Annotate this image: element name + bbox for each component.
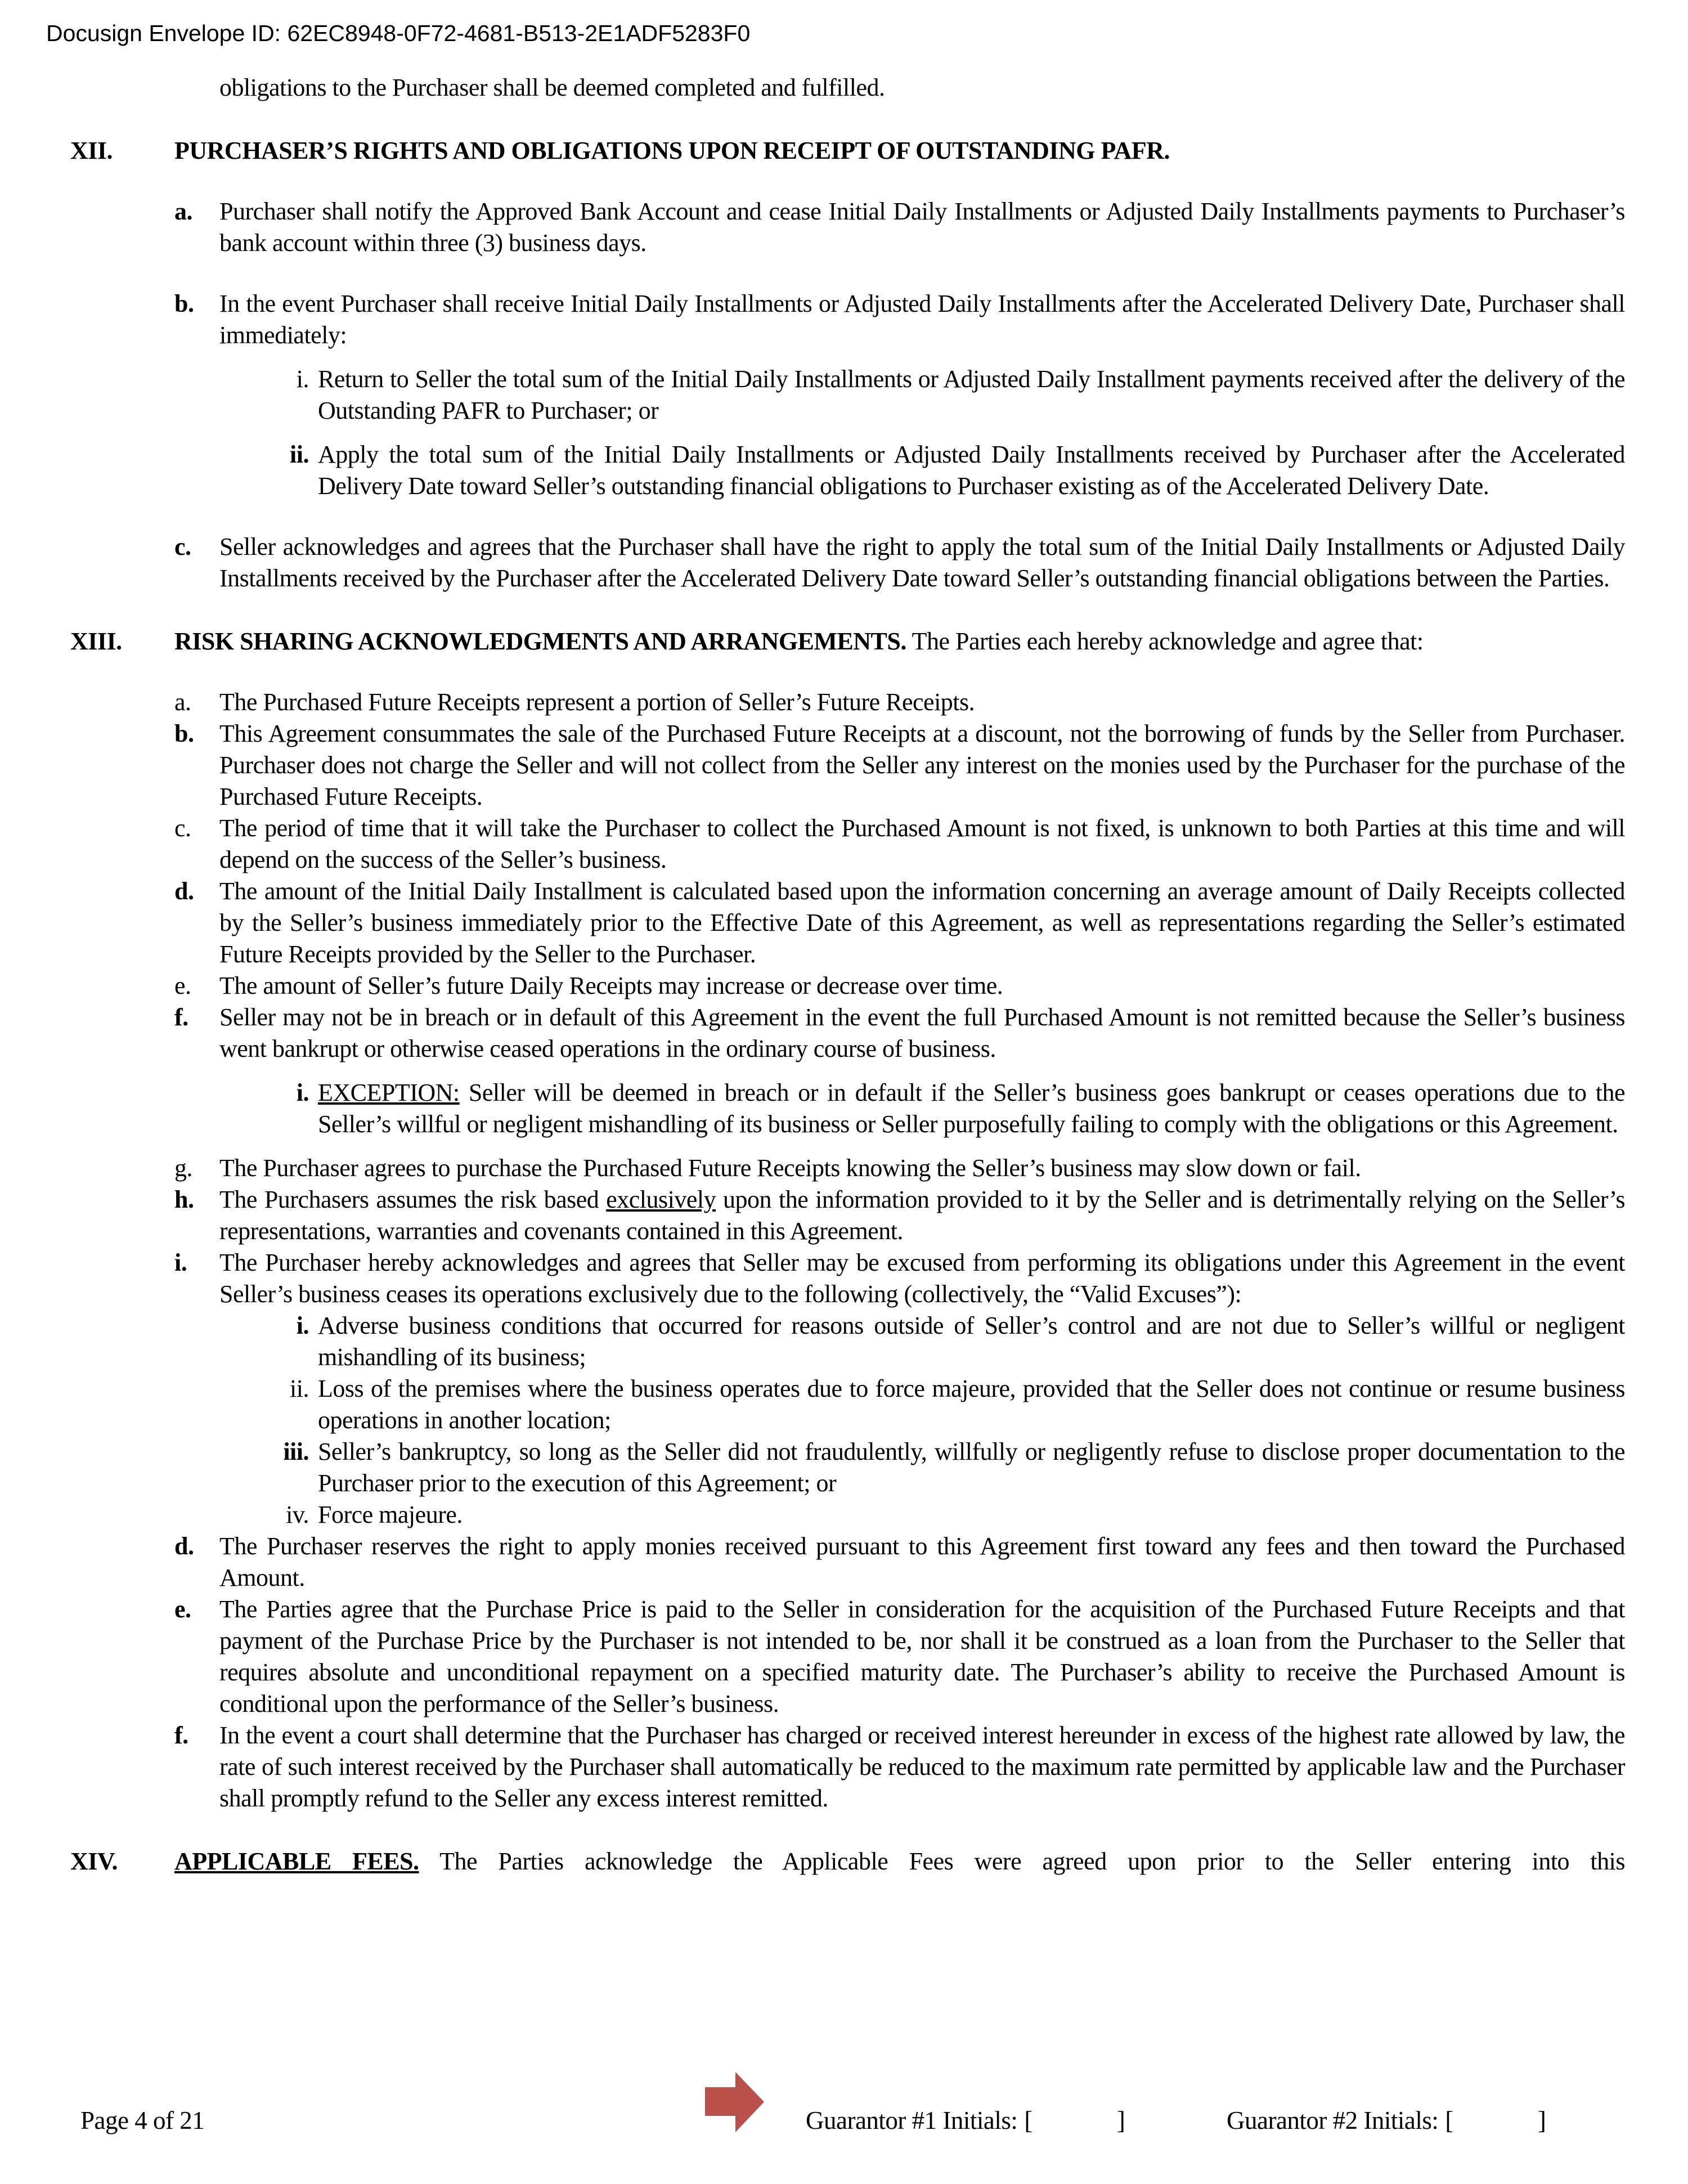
- item-text: [219, 196, 1625, 259]
- item-marker: ii.: [290, 441, 309, 468]
- section-heading-text: [174, 626, 1625, 657]
- list-item-i: [270, 364, 1625, 427]
- item-marker: f.: [174, 1003, 188, 1031]
- section-heading-text: [174, 1846, 1625, 1877]
- item-marker: h.: [174, 1186, 194, 1213]
- item-marker: c.: [174, 814, 191, 842]
- text-run: Seller will be deemed in breach or in default if the Seller’s business goes bankrupt or ceases operations due to the Seller’s willful or negligent mishandling of its business or Seller purposefully failing to comply with the obligations or this Agreement.: [318, 1079, 1625, 1138]
- item-marker: i.: [296, 1312, 309, 1339]
- text-run: Seller’s bankruptcy, so long as the Seller did not fraudulently, willfully or negligently refuse to disclose proper documentation to the Purchaser prior to the execution of this Agreement; or: [318, 1438, 1625, 1497]
- text-run: The amount of the Initial Daily Installment is calculated based upon the information concerning an average amount of Daily Receipts collected by the Seller’s business immediately prior to the Effective Date of this Agreement, as well as representations regarding the Seller’s estimated Future Receipts provided by the Seller to the Purchaser.: [219, 877, 1625, 968]
- guarantor2-label: Guarantor #2 Initials:: [1227, 2106, 1439, 2134]
- item-marker: f.: [174, 1721, 188, 1749]
- item-text: [318, 1499, 1625, 1531]
- text-run: Adverse business conditions that occurred for reasons outside of Seller’s control and are not due to Seller’s willful or negligent mishandling of its business;: [318, 1312, 1625, 1371]
- guarantor2-initials-field: [1227, 2105, 1546, 2136]
- item-marker: e.: [174, 972, 191, 999]
- section-title: PURCHASER’S RIGHTS AND OBLIGATIONS UPON RECEIPT OF OUTSTANDING PAFR.: [174, 137, 1170, 164]
- page-footer: [70, 2098, 1625, 2177]
- item-text: [219, 1184, 1625, 1247]
- list-item-ii: [270, 1373, 1625, 1436]
- document-body: [70, 135, 1625, 1877]
- list-item-i: [174, 1247, 1625, 1310]
- list-item-iii: [270, 1436, 1625, 1499]
- item-text: [219, 1531, 1625, 1594]
- page-number: Page 4 of 21: [80, 2106, 205, 2134]
- text-run: Seller acknowledges and agrees that the Purchaser shall have the right to apply the total sum of the Initial Daily Installments or Adjusted Daily Installments received by the Purchaser after the Accelerated Delivery Date toward Seller’s outstanding financial obligations between the Parties.: [219, 533, 1625, 592]
- text-run: In the event a court shall determine that the Purchaser has charged or received interest hereunder in excess of the highest rate allowed by law, the rate of such interest received by the Purchaser shall automatically be reduced to the maximum rate permitted by applicable law and the Purchaser shall promptly refund to the Seller any excess interest remitted.: [219, 1721, 1625, 1812]
- item-marker: iv.: [286, 1501, 309, 1528]
- text-run: The Purchaser hereby acknowledges and agrees that Seller may be excused from performing its obligations under this Agreement in the event Seller’s business ceases its operations exclusively due to the following (collectively, the “Valid Excuses”):: [219, 1249, 1625, 1308]
- text-run: Return to Seller the total sum of the Initial Daily Installments or Adjusted Daily Installment payments received after the delivery of the Outstanding PAFR to Purchaser; or: [318, 365, 1625, 424]
- list-item-f: [174, 1720, 1625, 1814]
- text-run: The amount of Seller’s future Daily Receipts may increase or decrease over time.: [219, 972, 1003, 999]
- red-arrow-shape: [705, 2072, 764, 2132]
- text-run: Seller may not be in breach or in default of this Agreement in the event the full Purchased Amount is not remitted because the Seller’s business went bankrupt or otherwise ceased operations in the ordinary course of business.: [219, 1003, 1625, 1062]
- item-text: [219, 288, 1625, 351]
- item-marker: d.: [174, 877, 194, 905]
- item-text: [318, 439, 1625, 502]
- section-heading: [70, 626, 1625, 657]
- guarantor1-bracket-open: [: [1024, 2106, 1032, 2134]
- text-run: This Agreement consummates the sale of the Purchased Future Receipts at a discount, not the borrowing of funds by the Seller from Purchaser. Purchaser does not charge the Seller and will not collect from the Seller any interest on the monies used by the Purchaser for the purchase of the Purchased Future Receipts.: [219, 720, 1625, 810]
- item-text: [219, 1247, 1625, 1310]
- guarantor2-bracket-close: ]: [1537, 2106, 1546, 2134]
- item-marker: i.: [296, 1079, 309, 1106]
- item-marker: d.: [174, 1532, 194, 1560]
- section-number: XIV.: [70, 1847, 118, 1875]
- guarantor1-bracket-close: ]: [1116, 2106, 1125, 2134]
- intro-paragraph: obligations to the Purchaser shall be deemed completed and fulfilled.: [219, 74, 885, 101]
- item-text: [318, 1373, 1625, 1436]
- text-run: The Parties agree that the Purchase Price is paid to the Seller in consideration for the acquisition of the Purchased Future Receipts and that payment of the Purchase Price by the Purchaser is not intended to be, nor shall it be construed as a loan from the Purchaser to the Seller that requires absolute and unconditional repayment on a specified maturity date. The Purchaser’s ability to receive the Purchased Amount is conditional upon the performance of the Seller’s business.: [219, 1595, 1625, 1717]
- list-item-g: [174, 1152, 1625, 1184]
- item-text: [219, 813, 1625, 876]
- section-xii: [70, 135, 1625, 594]
- underlined-text: EXCEPTION:: [318, 1079, 460, 1106]
- item-text: [219, 1152, 1625, 1184]
- item-marker: i.: [296, 365, 309, 393]
- item-marker: iii.: [283, 1438, 309, 1465]
- item-marker: e.: [174, 1595, 191, 1623]
- list-item-a: [174, 196, 1625, 259]
- text-run: The Purchasers assumes the risk based: [219, 1186, 607, 1213]
- section-heading: [70, 135, 1625, 167]
- section-xiv: [70, 1846, 1625, 1877]
- item-text: [219, 970, 1625, 1002]
- text-run: The Purchaser reserves the right to apply monies received pursuant to this Agreement first toward any fees and then toward the Purchased Amount.: [219, 1532, 1625, 1591]
- section-number: XIII.: [70, 627, 122, 655]
- list-item-f: [174, 1002, 1625, 1065]
- item-text: [318, 1077, 1625, 1140]
- guarantor1-initials-field: [806, 2105, 1125, 2136]
- text-run: Apply the total sum of the Initial Daily Installments or Adjusted Daily Installments received by Purchaser after the Accelerated Delivery Date toward Seller’s outstanding financial obligations to Purchaser existing as of the Accelerated Delivery Date.: [318, 441, 1625, 500]
- list-item-b: [174, 288, 1625, 351]
- list-item-e: [174, 1594, 1625, 1720]
- text-run: Loss of the premises where the business operates due to force majeure, provided that the Seller does not continue or resume business operations in another location;: [318, 1375, 1625, 1434]
- list-item-e: [174, 970, 1625, 1002]
- item-marker: b.: [174, 290, 194, 317]
- item-marker: g.: [174, 1154, 192, 1182]
- guarantor1-label: Guarantor #1 Initials:: [806, 2106, 1018, 2134]
- item-marker: ii.: [290, 1375, 309, 1402]
- list-item-d: [174, 876, 1625, 970]
- item-text: [219, 1720, 1625, 1814]
- docusign-envelope-id: Docusign Envelope ID: 62EC8948-0F72-4681-B513-2E1ADF5283F0: [46, 20, 751, 46]
- section-number: XII.: [70, 137, 113, 164]
- list-item-i: [270, 1077, 1625, 1140]
- text-run: Force majeure.: [318, 1501, 463, 1528]
- item-text: [219, 1002, 1625, 1065]
- text-run: upon the information provided to it by the Seller and is detrimentally relying on the Seller’s representations, warranties and covenants contained in this Agreement.: [219, 1186, 1625, 1245]
- text-run: Purchaser shall notify the Approved Bank Account and cease Initial Daily Installments or Adjusted Daily Installments payments to Purchaser’s bank account within three (3) business days.: [219, 198, 1625, 257]
- item-text: [219, 718, 1625, 813]
- section-heading-text: [174, 135, 1625, 167]
- item-marker: a.: [174, 688, 191, 716]
- text-run: In the event Purchaser shall receive Initial Daily Installments or Adjusted Daily Installments after the Accelerated Delivery Date, Purchaser shall immediately:: [219, 290, 1625, 349]
- section-title: RISK SHARING ACKNOWLEDGMENTS AND ARRANGEMENTS.: [174, 627, 906, 655]
- item-text: [219, 687, 1625, 718]
- list-item-a: [174, 687, 1625, 718]
- item-text: [318, 1436, 1625, 1499]
- list-item-c: [174, 813, 1625, 876]
- item-marker: i.: [174, 1249, 187, 1276]
- section-xiii: [70, 626, 1625, 1814]
- list-item-ii: [270, 439, 1625, 502]
- list-item-d: [174, 1531, 1625, 1594]
- section-heading: [70, 1846, 1625, 1877]
- list-item-h: [174, 1184, 1625, 1247]
- list-item-i: [270, 1310, 1625, 1373]
- underlined-text: exclusively: [606, 1186, 716, 1213]
- item-marker: a.: [174, 198, 192, 225]
- item-text: [219, 1594, 1625, 1720]
- list-item-b: [174, 718, 1625, 813]
- section-lead-text: The Parties acknowledge the Applicable Fees were agreed upon prior to the Seller entering into this: [419, 1847, 1626, 1875]
- item-text: [219, 531, 1625, 594]
- item-text: [318, 364, 1625, 427]
- guarantor2-bracket-open: [: [1445, 2106, 1453, 2134]
- text-run: The Purchased Future Receipts represent a portion of Seller’s Future Receipts.: [219, 688, 975, 716]
- section-title: APPLICABLE FEES.: [174, 1847, 419, 1875]
- document-content: [70, 72, 1625, 1877]
- item-marker: c.: [174, 533, 191, 560]
- item-text: [318, 1310, 1625, 1373]
- item-marker: b.: [174, 720, 194, 747]
- list-item-iv: [270, 1499, 1625, 1531]
- list-item-c: [174, 531, 1625, 594]
- section-lead-text: The Parties each hereby acknowledge and agree that:: [906, 627, 1424, 655]
- red-arrow-icon: [705, 2072, 765, 2133]
- text-run: The Purchaser agrees to purchase the Purchased Future Receipts knowing the Seller’s business may slow down or fail.: [219, 1154, 1361, 1182]
- text-run: The period of time that it will take the Purchaser to collect the Purchased Amount is not fixed, is unknown to both Parties at this time and will depend on the success of the Seller’s business.: [219, 814, 1625, 873]
- item-text: [219, 876, 1625, 970]
